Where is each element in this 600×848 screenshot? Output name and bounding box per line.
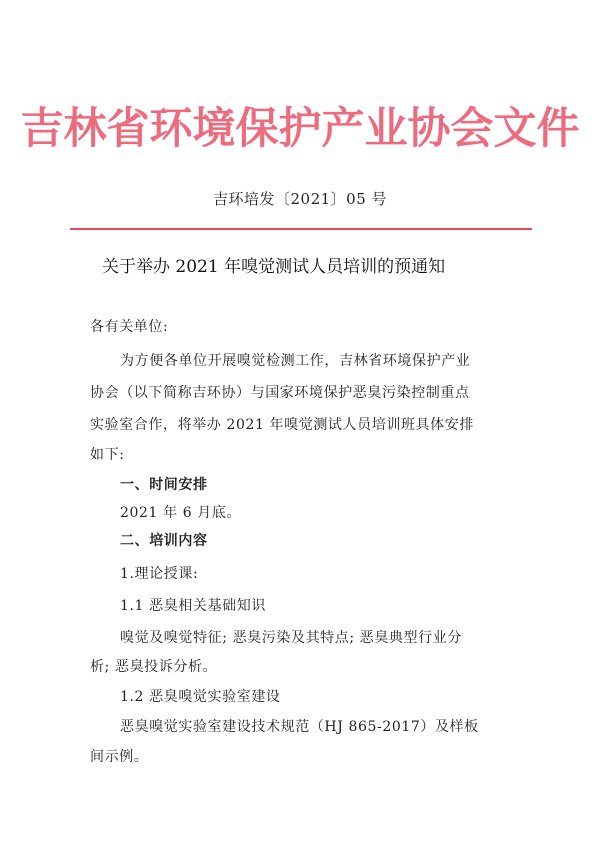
section-heading-time: 一、时间安排 — [120, 477, 208, 493]
item-1-1-text-line-2: 析; 恶臭投诉分析。 — [90, 659, 218, 675]
item-1-2-text-line-1: 恶臭嗅觉实验室建设技术规范（HJ 865-2017）及样板 — [120, 719, 479, 735]
salutation: 各有关单位: — [90, 319, 169, 335]
document-number: 吉环培发〔2021〕05 号 — [212, 190, 388, 208]
item-1-1: 1.1 恶臭相关基础知识 — [120, 598, 266, 614]
section-time-text: 2021 年 6 月底。 — [120, 505, 242, 521]
intro-line-3: 实验室合作，将举办 2021 年嗅觉测试人员培训班具体安排 — [90, 417, 474, 433]
item-1-2-text-line-2: 间示例。 — [90, 749, 149, 765]
notice-title: 关于举办 2021 年嗅觉测试人员培训的预通知 — [102, 257, 446, 277]
red-divider-line — [70, 228, 532, 230]
item-1-1-text-line-1: 嗅觉及嗅觉特征; 恶臭污染及其特点; 恶臭典型行业分 — [120, 630, 462, 646]
intro-line-4: 如下: — [90, 447, 125, 463]
section-heading-content: 二、培训内容 — [120, 533, 208, 549]
document-header-title: 吉林省环境保护产业协会文件 — [20, 104, 580, 154]
intro-line-2: 协会（以下简称吉环协）与国家环境保护恶臭污染控制重点 — [90, 385, 470, 401]
intro-line-1: 为方便各单位开展嗅觉检测工作，吉林省环境保护产业 — [120, 353, 471, 369]
item-theory: 1.理论授课: — [120, 566, 199, 582]
item-1-2: 1.2 恶臭嗅觉实验室建设 — [120, 689, 281, 705]
